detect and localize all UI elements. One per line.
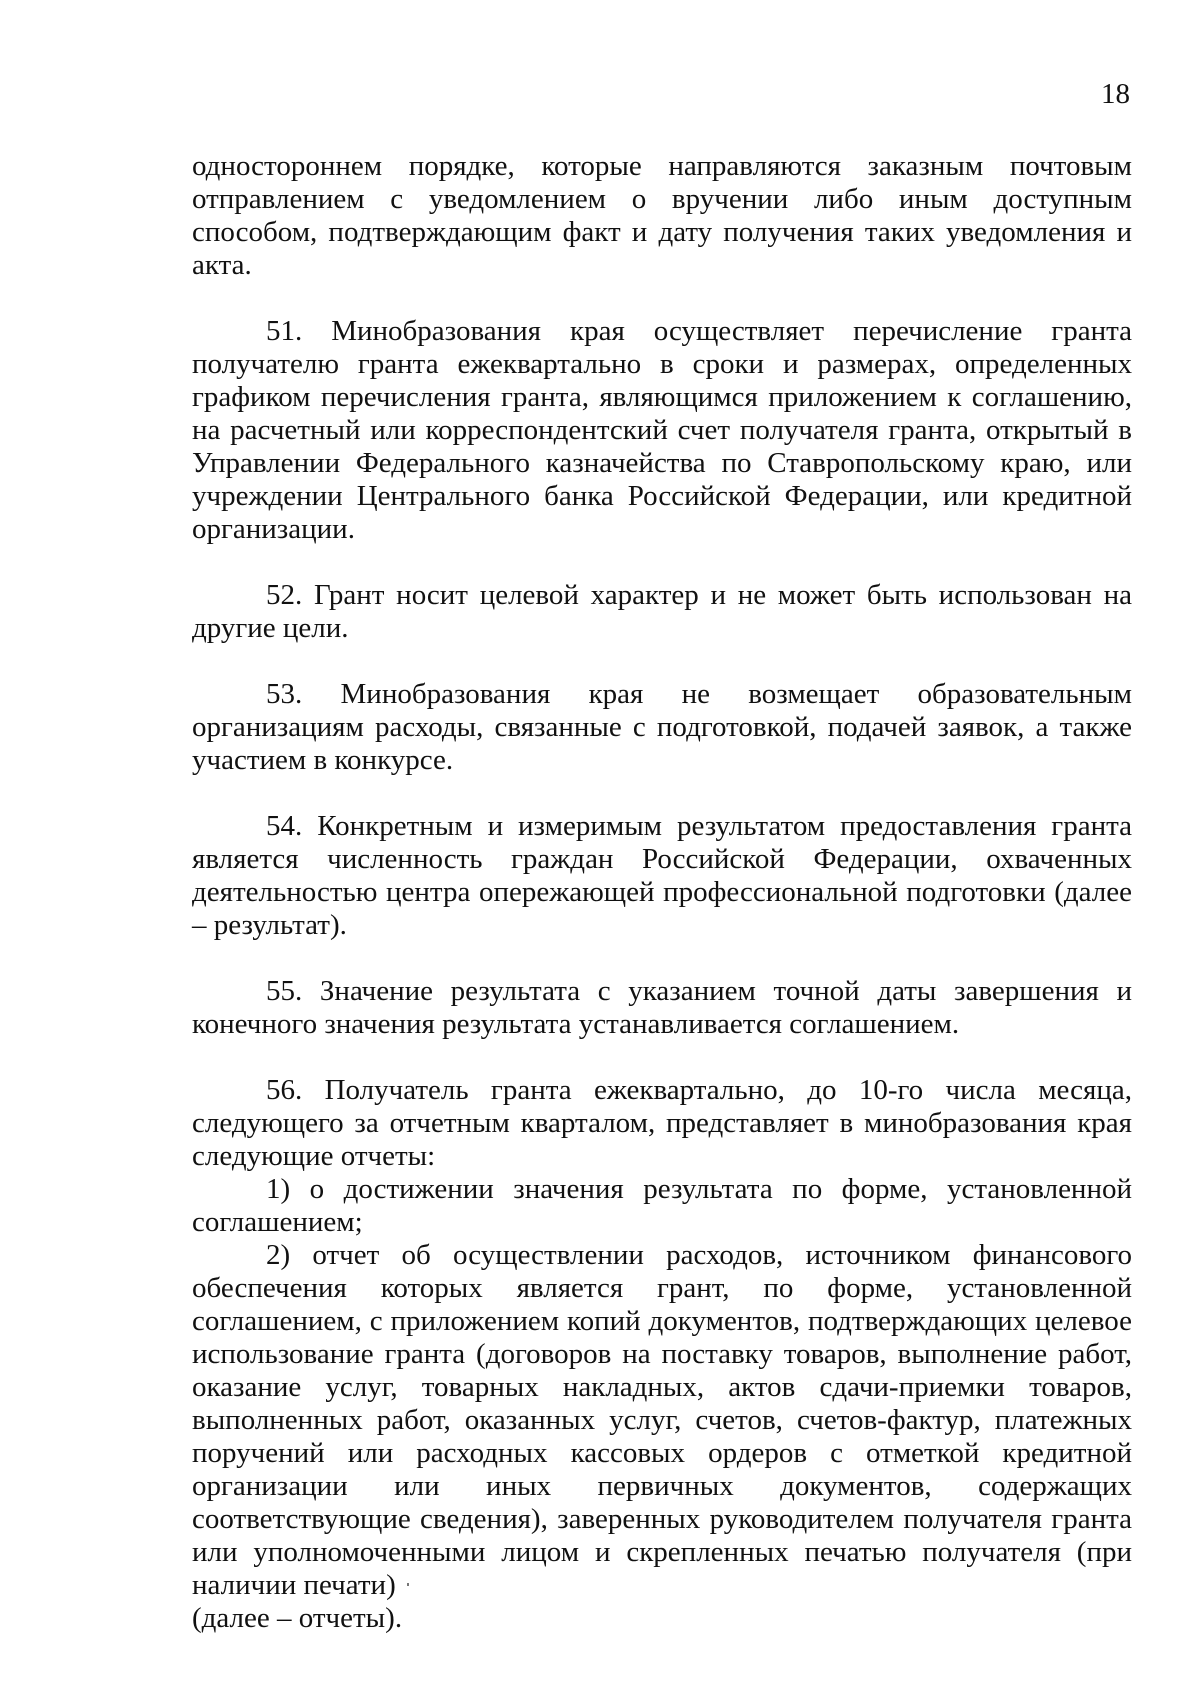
paragraph-51: 51. Минобразования края осуществляет перечисление гранта получателю гранта ежеквартально в сроки и размерах, определенных графиком перечисления гранта, являющимся приложением к соглашению, на расчетный или корреспондентский счет получателя гранта, открытый в Управлении Федерального казначейства по Ставропольскому краю, или учреждении Центрального банка Российской Федерации, или кредитной организации. xyxy=(192,315,1132,545)
paragraph-55: 55. Значение результата с указанием точной даты завершения и конечного значения результата устанавливается соглашением. xyxy=(192,975,1132,1040)
paragraph-56-item-1: 1) о достижении значения результата по форме, установленной соглашением; xyxy=(192,1173,1132,1238)
page-number: 18 xyxy=(1101,78,1130,110)
paragraph-53: 53. Минобразования края не возмещает образовательным организациям расходы, связанные с подготовкой, подачей заявок, а также участием в конкурсе. xyxy=(192,678,1132,776)
paragraph-54: 54. Конкретным и измеримым результатом предоставления гранта является численность граждан Российской Федерации, охваченных деятельностью центра опережающей профессиональной подготовки (далее – результат). xyxy=(192,810,1132,941)
scan-speck xyxy=(407,1583,409,1586)
paragraph-56-tail: (далее – отчеты). xyxy=(192,1602,403,1634)
paragraph-56-item-2: 2) отчет об осуществлении расходов, источником финансового обеспечения которых является грант, по форме, установленной соглашением, с приложением копий документов, подтверждающих целевое использование гранта (договоров на поставку товаров, выполнение работ, оказание услуг, товарных накладных, актов сдачи-приемки товаров, выполненных работ, оказанных услуг, счетов, счетов-фактур, платежных поручений или расходных кассовых ордеров с отметкой кредитной организации или иных первичных документов, содержащих соответствующие сведения), заверенных руководителем получателя гранта или уполномоченными лицом и скрепленных печатью получателя (при наличии печати) xyxy=(192,1239,1132,1601)
paragraph-52: 52. Грант носит целевой характер и не может быть использован на другие цели. xyxy=(192,579,1132,644)
paragraph-continuation: одностороннем порядке, которые направляются заказным почтовым отправлением с уведомлением о вручении либо иным доступным способом, подтверждающим факт и дату получения таких уведомления и акта. xyxy=(192,150,1132,281)
paragraph-56: 56. Получатель гранта ежеквартально, до 10-го числа месяца, следующего за отчетным кварталом, представляет в минобразования края следующие отчеты: xyxy=(192,1074,1132,1172)
document-body xyxy=(192,150,1132,1635)
